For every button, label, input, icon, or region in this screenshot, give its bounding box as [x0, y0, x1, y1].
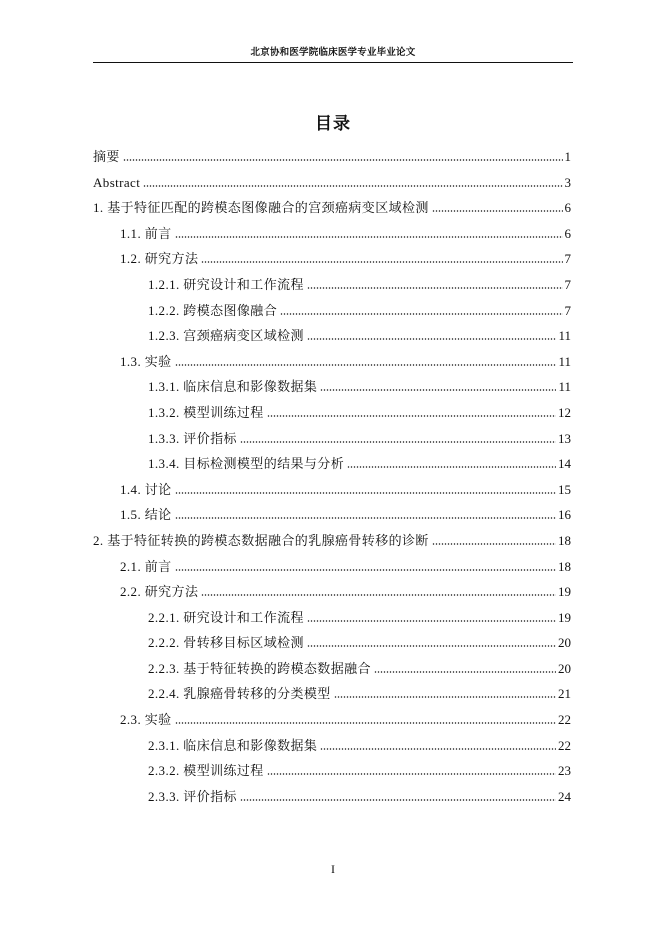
dot-leader — [201, 261, 562, 263]
toc-entry-page: 12 — [558, 404, 571, 420]
toc-entry — [93, 579, 571, 605]
toc-entry-page: 11 — [558, 379, 571, 395]
toc-entry-label: 2. 基于特征转换的跨模态数据融合的乳腺癌骨转移的诊断 — [93, 532, 429, 548]
dot-leader — [280, 313, 562, 315]
dot-leader — [432, 543, 556, 545]
toc-entry-page: 11 — [558, 353, 571, 369]
toc-entry-label: 2.3.3. 评价指标 — [148, 788, 237, 804]
toc-entry-label: 摘要 — [93, 149, 120, 164]
toc-entry — [93, 246, 571, 272]
toc-entry — [93, 195, 571, 221]
toc-entry — [93, 707, 571, 733]
toc-entry — [93, 221, 571, 247]
dot-leader — [201, 594, 556, 596]
toc-entry-label: 1.2.2. 跨模态图像融合 — [148, 302, 278, 318]
header-rule — [93, 62, 573, 63]
dot-leader — [267, 415, 556, 417]
dot-leader — [307, 338, 557, 340]
dot-leader — [175, 569, 556, 571]
toc-entry-page: 15 — [558, 481, 571, 497]
toc-entry-page: 3 — [564, 174, 571, 190]
dot-leader — [320, 389, 556, 391]
toc-entry-label: 2.3.2. 模型训练过程 — [148, 763, 264, 779]
dot-leader — [432, 210, 563, 212]
toc-entry-page: 18 — [558, 558, 571, 574]
toc-entry — [93, 349, 571, 375]
toc-entry — [93, 656, 571, 682]
toc-entry-page: 7 — [564, 276, 571, 292]
page-number: I — [331, 862, 335, 876]
dot-leader — [267, 773, 556, 775]
toc-entry — [93, 605, 571, 631]
toc-entry-label: 1.3.4. 目标检测模型的结果与分析 — [148, 456, 345, 472]
dot-leader — [240, 799, 556, 801]
toc-entry-label: 1.2.3. 宫颈癌病变区域检测 — [148, 328, 304, 344]
toc-entry — [93, 733, 571, 759]
toc-entry — [93, 272, 571, 298]
toc-title: 目录 — [315, 114, 351, 133]
dot-leader — [307, 645, 556, 647]
toc-entry-page: 22 — [558, 737, 571, 753]
toc-entry-label: 2.2.2. 骨转移目标区域检测 — [148, 635, 304, 651]
toc-entry-label: 1.1. 前言 — [120, 225, 172, 241]
toc-entry-label: 2.2.1. 研究设计和工作流程 — [148, 609, 304, 625]
toc-entry — [93, 323, 571, 349]
toc-entry-label: 1.5. 结论 — [120, 507, 172, 523]
dot-leader — [307, 287, 563, 289]
toc-entry-label: 2.2. 研究方法 — [120, 584, 199, 600]
toc-entry-page: 7 — [564, 251, 571, 267]
toc-entry — [93, 374, 571, 400]
toc-entry — [93, 502, 571, 528]
dot-leader — [175, 517, 556, 519]
toc-entry-label: 1.2.1. 研究设计和工作流程 — [148, 276, 304, 292]
toc-entry — [93, 426, 571, 452]
toc-entry-page: 16 — [558, 507, 571, 523]
table-of-contents — [93, 144, 571, 809]
dot-leader — [320, 748, 556, 750]
toc-entry-page: 18 — [558, 532, 571, 548]
toc-entry-page: 21 — [558, 686, 571, 702]
toc-entry-label: Abstract — [93, 174, 141, 190]
toc-entry-page: 6 — [564, 225, 571, 241]
toc-entry — [93, 400, 571, 426]
dot-leader — [123, 159, 563, 161]
toc-entry-page: 22 — [558, 712, 571, 728]
toc-entry-label: 1.4. 讨论 — [120, 481, 172, 497]
toc-entry-page: 13 — [558, 430, 571, 446]
dot-leader — [175, 722, 556, 724]
dot-leader — [240, 441, 556, 443]
toc-entry — [93, 554, 571, 580]
toc-entry — [93, 528, 571, 554]
toc-entry-page: 19 — [558, 584, 571, 600]
toc-entry — [93, 630, 571, 656]
toc-entry-label: 1. 基于特征匹配的跨模态图像融合的宫颈癌病变区域检测 — [93, 200, 429, 216]
toc-entry-page: 11 — [558, 328, 571, 344]
toc-entry-page: 19 — [558, 609, 571, 625]
dot-leader — [374, 671, 556, 673]
toc-entry-label: 1.3.3. 评价指标 — [148, 430, 237, 446]
toc-entry-page: 14 — [558, 456, 571, 472]
toc-entry-label: 2.2.4. 乳腺癌骨转移的分类模型 — [148, 686, 331, 702]
toc-entry-page: 23 — [558, 763, 571, 779]
toc-entry-label: 1.3. 实验 — [120, 353, 172, 369]
toc-entry-label: 1.2. 研究方法 — [120, 251, 199, 267]
toc-entry-page: 20 — [558, 635, 571, 651]
dot-leader — [143, 185, 562, 187]
toc-entry-page: 1 — [564, 149, 571, 164]
dot-leader — [307, 620, 556, 622]
toc-entry — [93, 477, 571, 503]
toc-entry-label: 2.1. 前言 — [120, 558, 172, 574]
toc-entry-label: 1.3.1. 临床信息和影像数据集 — [148, 379, 318, 395]
toc-entry-page: 7 — [564, 302, 571, 318]
toc-entry-label: 2.2.3. 基于特征转换的跨模态数据融合 — [148, 660, 371, 676]
dot-leader — [175, 492, 556, 494]
toc-entry-page: 20 — [558, 660, 571, 676]
toc-entry — [93, 451, 571, 477]
toc-entry — [93, 681, 571, 707]
toc-entry-label: 2.3. 实验 — [120, 712, 172, 728]
toc-entry — [93, 784, 571, 810]
toc-entry-label: 1.3.2. 模型训练过程 — [148, 404, 264, 420]
toc-entry — [93, 144, 571, 170]
toc-entry-page: 24 — [558, 788, 571, 804]
toc-entry-page: 6 — [564, 200, 571, 216]
dot-leader — [347, 466, 556, 468]
toc-entry — [93, 298, 571, 324]
running-header: 北京协和医学院临床医学专业毕业论文 — [250, 48, 416, 58]
toc-entry-label: 2.3.1. 临床信息和影像数据集 — [148, 737, 318, 753]
dot-leader — [175, 236, 563, 238]
dot-leader — [334, 696, 556, 698]
toc-entry — [93, 170, 571, 196]
toc-entry — [93, 758, 571, 784]
dot-leader — [175, 364, 557, 366]
